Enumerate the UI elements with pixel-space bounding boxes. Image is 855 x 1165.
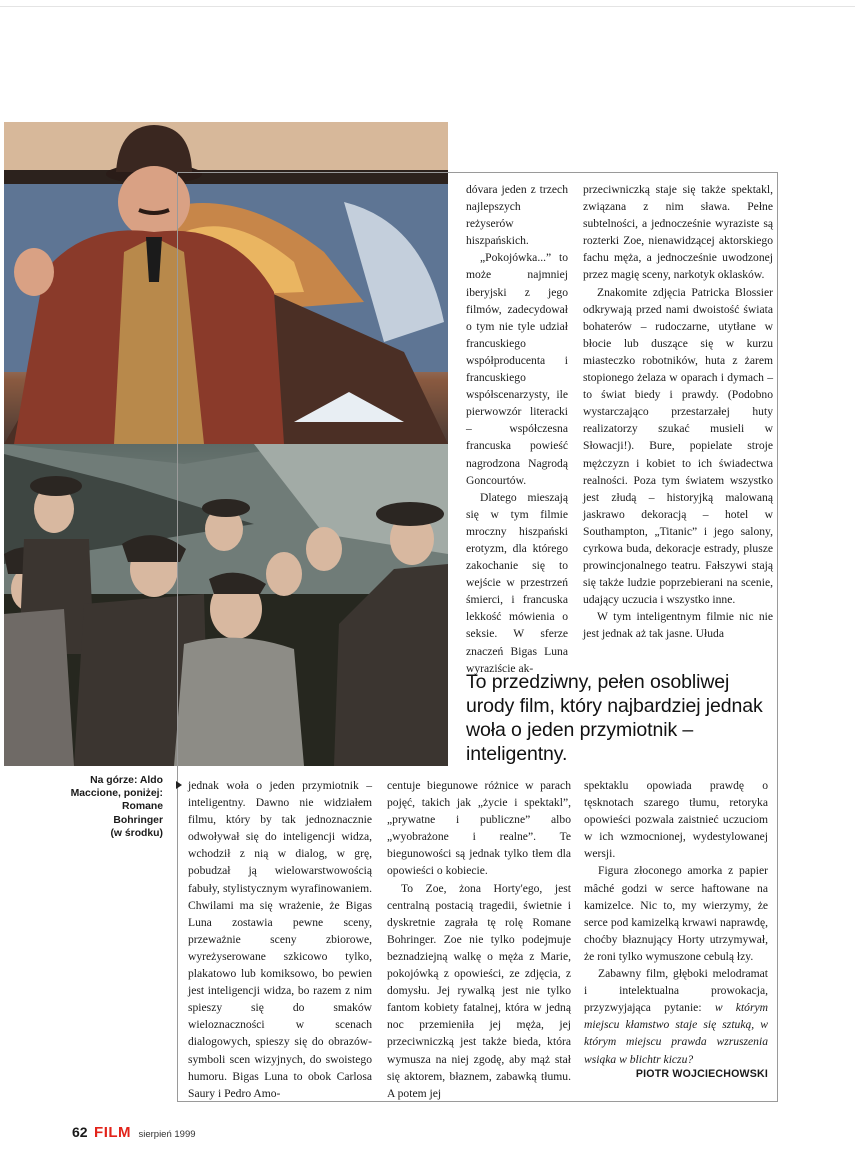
column-5-paragraph-3-text: Zabawny film, głęboki melodramat i intelektualna prowokacja, przyzwyjająca pytanie: [584, 967, 768, 1015]
caption-line: Na górze: Aldo [90, 775, 163, 786]
column-5-closing-question: w którym miejscu kłamstwo staje się sztuką, w którym miejscu prawda wzruszenia wsiąka w blichtr kiczu? [584, 1001, 768, 1066]
caption-line: (w środku) [110, 827, 163, 839]
caption-line: Romane [122, 801, 163, 813]
column-3-paragraph-1: jednak woła o jeden przymiotnik – inteligentny. Dawno nie widziałem filmu, który by tak jednoznacznie odwoływał się do inteligencji widza, wchodził z nią w dialog, w grę, pobudzał ją wielowarstwowością fabuły, stylistycznym wyrafinowaniem. Chwilami ma się wrażenie, że Bigas Luna zostawia pewne sceny, przeważnie sceny zbiorowe, wyreżyserowane szkicowo tylko, plakatowo lub komiksowo, bo pewien jest inteligencji widza, bo razem z nim spieszy się do smaków wieloznaczności w scenach dialogowych, spieszy się do obrazów-symboli scen wizyjnych, do swoistego humoru. Bigas Luna to obok Carlosa Saury i Pedro Amo- [188, 779, 372, 1100]
article-column-1 [466, 181, 568, 677]
column-2-paragraph-1: przeciwniczką staje się także spektakl, związana z nim sława. Pełne subtelności, a jednocześnie wyraziste są rozterki Zoe, nienawidzącej aktorskiego fachu męża, a jednocześnie uwodzonej przez magię sceny, narkotyk oklasków. [583, 183, 773, 282]
article-column-5 [584, 777, 768, 1068]
page-footer [72, 1124, 196, 1142]
article-column-4 [387, 777, 571, 1102]
article-column-2 [583, 181, 773, 643]
caption-line: Bohringer [113, 814, 163, 826]
pull-quote: To przedziwny, pełen osobliwej urody film, który najbardziej jednak woła o jeden przymiotnik – inteligentny. [466, 671, 763, 765]
caption-line: Maccione, poniżej: [70, 788, 163, 800]
column-2-paragraph-2: Znakomite zdjęcia Patricka Blossier odkrywają przed nami dwoistość świata bohaterów – rudoczarne, utytłane w błocie lub duszące się w kurzu miasteczko robotników, huta z żarem stopionego żelaza w oparach i dymach – to świat biedy i prawdy. (Podobno wystarczająco przestarzałej huty realizatorzy szukać musieli w Słowacji!). Bure, popielate stroje mężczyzn i kobiet to ich świadectwa realności. Poza tym światem wszystko jest złudą – historyjką malowaną jaskrawo dekoracją – hotel w Southampton, „Titanic” i jego salony, cyrkowa buda, dekoracje estrady, plusze prowincjonalnego teatru. Fałszywi stają się także ludzie poprzebierani na scenie, udający uczucia i wszystko inne. [583, 285, 773, 607]
top-rule [0, 6, 855, 7]
issue-date: sierpień 1999 [138, 1129, 196, 1140]
author-signature: PIOTR WOJCIECHOWSKI [635, 1068, 768, 1080]
column-4-paragraph-2: To Zoe, żona Horty'ego, jest centralną postacią tragedii, świetnie i dyskretnie zagrała tę rolę Romane Bohringer. Zoe nie tylko podejmuje beznadziejną walkę o męża z Marie, pokojówką z opowieści, ze zdjęcia, z domysłu. Jej rywalką jest nie tylko fantom kobiety fatalnej, która w jedną noc przemieniła jej męża, jej przeciwniczką jest także bieda, która wymusza na niej zgodę, aby mąż stał się aktorem, błaznem, zabawką tłumu. A potem jej [387, 881, 571, 1100]
magazine-logo: FILM [94, 1124, 132, 1141]
caption-arrow-icon [176, 781, 182, 789]
column-1-paragraph-1: dóvara jeden z trzech najlepszych reżyserów hiszpańskich. [466, 183, 568, 248]
column-5-paragraph-2: Figura złoconego amorka z papier mâché godzi w serce haftowane na kamizelce. Nic to, my wierzymy, że serce pod kamizelką krwawi naprawdę, choćby błaznujący Horty utrzymywał, że roni tylko wymuszone cebulą łzy. [584, 864, 768, 963]
column-2-paragraph-3: W tym inteligentnym filmie nic nie jest jednak aż tak jasne. Ułuda [583, 610, 773, 641]
photo-caption [70, 774, 163, 840]
column-5-paragraph-3 [584, 965, 768, 1068]
article-column-3 [188, 777, 372, 1102]
page-number: 62 [72, 1124, 88, 1140]
column-4-paragraph-1: centuje biegunowe różnice w parach pojęć, takich jak „życie i spektakl”, „prywatne i publiczne” albo „wyobrażone i realne”. Te biegunowości są jednak tylko tłem dla opowieści o kobiecie. [387, 779, 571, 878]
column-5-paragraph-1: spektaklu opowiada prawdę o tęsknotach szarego tłumu, retoryka opowieści pozwala zaistnieć uczuciom w ich wzmocnionej, wydestylowanej wersji. [584, 779, 768, 861]
column-1-paragraph-2: „Pokojówka...” to może najmniej iberyjski z jego filmów, zadecydował o tym nie tyle udział francuskiego współproducenta i francuskiego współscenarzysty, ile pierwowzór literacki – współczesna francuska powieść nagrodzona Nagrodą Goncourtów. [466, 251, 568, 487]
column-1-paragraph-3: Dlatego mieszają się w tym filmie mroczny hiszpański erotyzm, dla którego zakochanie się to wejście w przestrzeń śmierci, i francuska lekkość mówienia o seksie. W sferze znaczeń Bigas Luna wyraziście ak- [466, 490, 568, 675]
